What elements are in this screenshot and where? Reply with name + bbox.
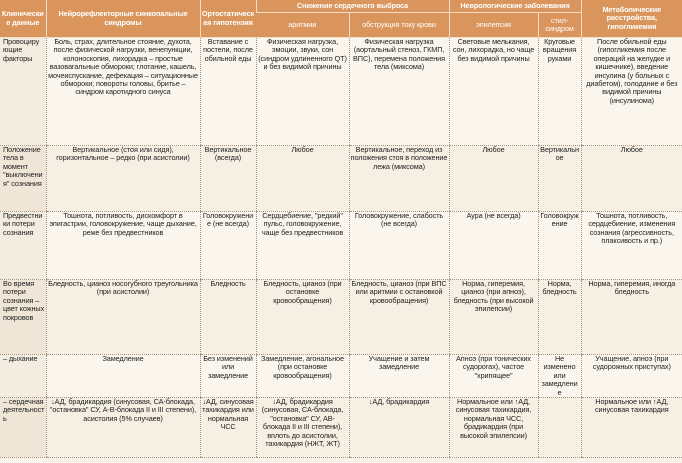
table-cell: Любое	[581, 146, 682, 212]
table-cell: Вертикальное, переход из положения стоя в положение лежа (миксома)	[349, 146, 449, 212]
table-row	[0, 355, 682, 398]
table-cell: Вертикальное	[538, 146, 581, 212]
table-cell: Апноэ (при тонических судорогах), частое "хрипящее"	[449, 355, 538, 398]
header-group-neuro: Неврологические заболевания	[449, 0, 581, 13]
table-cell: Физическая нагрузка (аортальный стеноз, ГКМП, ВПС), перемена положения тела (миксома)	[349, 38, 449, 146]
table-cell: Нормальное или ↑АД, синусовая тахикардия, нормальная ЧСС, брадикардия (при высокой эпилепсии)	[449, 398, 538, 458]
table-row	[0, 212, 682, 280]
table-cell: Замедление, агональное (при остановке кровообращения)	[256, 355, 349, 398]
header-arrhythmias: аритмии	[256, 13, 349, 38]
row-label: Предвестники потери сознания	[0, 212, 46, 280]
table-cell: Аура (не всегда)	[449, 212, 538, 280]
table-cell: Норма, гиперемия, цианоз (при апноэ), бледность (при высокой эпилепсии)	[449, 280, 538, 355]
table-cell: Тошнота, потливость, сердцебиение, изменения сознания (агрессивность, плаксивость и пр.)	[581, 212, 682, 280]
table-cell: Световые мелькания, сон, лихорадка, но чаще без видимой причины	[449, 38, 538, 146]
header-orthostatic: Ортостатическая гипотензия	[200, 0, 256, 38]
row-label: Положение тела в момент "выключения" сознания	[0, 146, 46, 212]
table-cell: Тошнота, потливость, дискомфорт в эпигастрии, головокружение, чаще дыхание, реже без предвестников	[46, 212, 200, 280]
table-cell: Головокружение (не всегда)	[200, 212, 256, 280]
table-cell: Любое	[256, 146, 349, 212]
table-cell: После обильной еды (гипогликемия после операций на желудке и кишечнике), введение инсулина (у больных с диабетом), голодание и без видимой причины (инсулинома)	[581, 38, 682, 146]
table-cell: Вертикальное (стоя или сидя), горизонтальное – редко (при асистолии)	[46, 146, 200, 212]
table-cell: Замедление	[46, 355, 200, 398]
header-epilepsy: эпилепсия	[449, 13, 538, 38]
table-cell: Бледность, цианоз носогубного треугольника (при асистолии)	[46, 280, 200, 355]
table-cell: Вертикальное (всегда)	[200, 146, 256, 212]
header-steal-syndrome: стил-синдром	[538, 13, 581, 38]
table-cell: Не изменено или замедление	[538, 355, 581, 398]
table-cell: Вставание с постели, после обильной еды	[200, 38, 256, 146]
row-label: – дыхание	[0, 355, 46, 398]
header-neuroreflex: Нейрорефлекторные синкопальные синдромы	[46, 0, 200, 38]
table-cell: Учащение, апноэ (при судорожных приступах)	[581, 355, 682, 398]
table-cell: ↓АД, брадикардия	[349, 398, 449, 458]
row-label: Провоцирующие факторы	[0, 38, 46, 146]
table-cell: ↓АД, брадикардия (синусовая, СА-блокада, "остановка" СУ, АВ-блокада II и III степени), вплоть до асистолии, тахикардия (НЖТ, ЖТ)	[256, 398, 349, 458]
table-cell: Головокружение, слабость (не всегда)	[349, 212, 449, 280]
table-cell: Нормальное или ↑АД, синусовая тахикардия	[581, 398, 682, 458]
table-cell: Сердцебиение, "редкий" пульс, головокружение, чаще без предвестников	[256, 212, 349, 280]
table-cell: Круговые вращения руками	[538, 38, 581, 146]
table-row	[0, 146, 682, 212]
table-row	[0, 280, 682, 355]
header-metabolic: Метаболические расстройства, гипогликемия	[581, 0, 682, 38]
table-cell: Без изменений или замедление	[200, 355, 256, 398]
table-cell: Головокружение	[538, 212, 581, 280]
table-cell: ↓АД, синусовая тахикардия или нормальная ЧСС	[200, 398, 256, 458]
table-cell: Бледность, цианоз (при ВПС или аритмии с остановкой кровообращения)	[349, 280, 449, 355]
table-row	[0, 398, 682, 458]
header-clinical: Клинические данные	[0, 0, 46, 38]
table-cell: Бледность	[200, 280, 256, 355]
table-cell: Боль, страх, длительное стояние, духота, после физической нагрузки, венепункции, колоноскопия, лихорадка – простые вазовагальные обмороки; глотание, кашель, мочеиспускание, дефекация – ситуационные обмороки; повороты головы, бритье – синдром каротидного синуса	[46, 38, 200, 146]
table-cell: Учащение и затем замедление	[349, 355, 449, 398]
header-group-cardiac: Снижение сердечного выброса	[256, 0, 449, 13]
table-cell	[538, 398, 581, 458]
table-cell: ↓АД, брадикардия (синусовая, СА-блокада, "остановка" СУ, А-В-блокада II и III степени), асистолия (5% случаев)	[46, 398, 200, 458]
header-obstruction: обструкция току крови	[349, 13, 449, 38]
row-label: – сердечная деятельность	[0, 398, 46, 458]
table-cell: Бледность, цианоз (при остановке кровообращения)	[256, 280, 349, 355]
table-row	[0, 38, 682, 146]
table-cell: Физическая нагрузка, эмоции, звуки, сон (синдром удлиненного QT) и без видимой причины	[256, 38, 349, 146]
row-label: Во время потери сознания – цвет кожных покровов	[0, 280, 46, 355]
table-cell: Норма, гиперемия, иногда бледность	[581, 280, 682, 355]
table-cell: Норма, бледность	[538, 280, 581, 355]
table-cell: Любое	[449, 146, 538, 212]
